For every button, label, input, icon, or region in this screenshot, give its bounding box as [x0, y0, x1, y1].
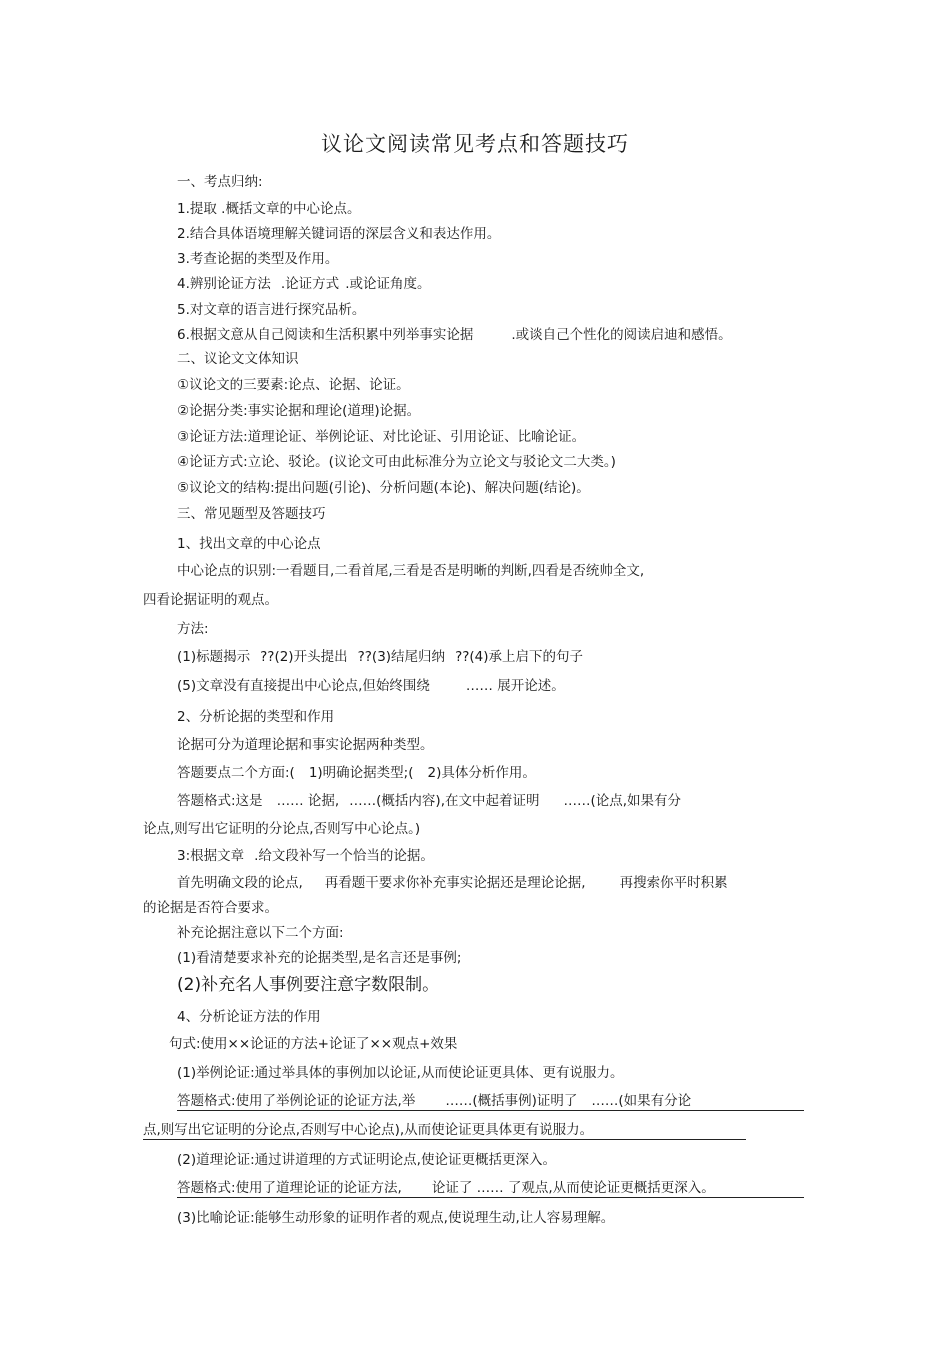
text-part: (5)文章没有直接提出中心论点,但始终围绕	[177, 678, 430, 694]
list-item: ③论证方法:道理论证、举例论证、对比论证、引用论证、比喻论证。	[177, 429, 586, 445]
subsection-heading: 2、分析论据的类型和作用	[177, 709, 335, 725]
list-item	[177, 326, 732, 344]
document-title: 议论文阅读常见考点和答题技巧	[321, 132, 629, 156]
paragraph-line: (1)举例论证:通过举具体的事例加以论证,从而使论证更具体、更有说服力。	[177, 1065, 624, 1081]
paragraph-line: 中心论点的识别:一看题目,二看首尾,三看是否是明晰的判断,四看是否统帅全文,	[177, 563, 645, 579]
text-part: ……(概括事例)证明了	[445, 1093, 578, 1109]
list-item-part: 4.辨别论证方法	[177, 276, 271, 292]
paragraph-line: 句式:使用××论证的方法+论证了××观点+效果	[169, 1036, 458, 1052]
text-part: 答题要点二个方面:(	[177, 765, 295, 781]
text-part: ……(论点,如果有分	[563, 793, 682, 809]
text-part: ??(2)开头提出	[260, 649, 348, 665]
text-part: …… 展开论述。	[465, 678, 565, 694]
underlined-line	[177, 1092, 804, 1111]
paragraph-line	[177, 648, 583, 666]
paragraph-line: (3)比喻论证:能够生动形象的证明作者的观点,使说理生动,让人容易理解。	[177, 1210, 615, 1226]
text-part: ……(如果有分论	[591, 1093, 692, 1109]
list-item: ⑤议论文的结构:提出问题(引论)、分析问题(本论)、解决问题(结论)。	[177, 480, 590, 496]
text-part: 1)明确论据类型;(	[308, 765, 414, 781]
paragraph-line: 补充论据注意以下二个方面:	[177, 925, 344, 941]
text-part: 首先明确文段的论点,	[177, 875, 303, 891]
text-part: ??(3)结尾归纳	[357, 649, 446, 665]
list-item: ①议论文的三要素:论点、论据、论证。	[177, 377, 410, 393]
text-part: 2)具体分析作用。	[427, 765, 536, 781]
text-part: 再看题干要求你补充事实论据还是理论论据,	[324, 875, 586, 891]
text-part: ??(4)承上启下的句子	[455, 649, 584, 665]
subsection-heading: 4、分析论证方法的作用	[177, 1009, 321, 1025]
paragraph-line: 的论据是否符合要求。	[143, 900, 278, 916]
paragraph-line	[177, 677, 565, 695]
paragraph-line: 四看论据证明的观点。	[143, 592, 278, 608]
text-part: (1)标题揭示	[177, 649, 251, 665]
list-item: 3.考查论据的类型及作用。	[177, 251, 339, 267]
list-item-part: .论证方式	[280, 276, 340, 292]
text-part: 答题格式:使用了举例论证的论证方法,举	[177, 1093, 416, 1109]
subsection-heading	[177, 847, 434, 865]
underlined-line: 点,则写出它证明的分论点,否则写中心论点),从而使论证更具体更有说服力。	[143, 1121, 746, 1140]
list-item: 1.提取 .概括文章的中心论点。	[177, 201, 361, 217]
list-item-part: 6.根据文意从自己阅读和生活积累中列举事实论据	[177, 327, 474, 343]
list-item: ④论证方式:立论、驳论。(议论文可由此标准分为立论文与驳论文二大类。)	[177, 454, 616, 470]
paragraph-line	[177, 792, 681, 810]
text-part: ……(概括内容),在文中起着证明	[349, 793, 540, 809]
list-item-part: .或论证角度。	[345, 276, 431, 292]
underlined-line	[177, 1179, 804, 1198]
paragraph-line	[177, 874, 728, 892]
text-part: 3:根据文章	[177, 848, 245, 864]
paragraph-line: (2)道理论证:通过讲道理的方式证明论点,使论证更概括更深入。	[177, 1152, 556, 1168]
text-part: 答题格式:使用了道理论证的论证方法,	[177, 1180, 402, 1196]
paragraph-line: 论点,则写出它证明的分论点,否则写中心论点。)	[143, 821, 421, 837]
section-heading: 三、常见题型及答题技巧	[177, 506, 326, 522]
list-item: 5.对文章的语言进行探究品析。	[177, 302, 366, 318]
text-part: .给文段补写一个恰当的论据。	[254, 848, 434, 864]
paragraph-line	[177, 764, 536, 782]
list-item-part: .或谈自己个性化的阅读启迪和感悟。	[511, 327, 732, 343]
section-heading: 一、考点归纳:	[177, 174, 263, 190]
section-heading: 二、议论文文体知识	[177, 351, 299, 367]
paragraph-line: 论据可分为道理论据和事实论据两种类型。	[177, 737, 434, 753]
text-part: 再搜索你平时积累	[619, 875, 728, 891]
text-part: …… 论据,	[276, 793, 340, 809]
list-item: ②论据分类:事实论据和理论(道理)论据。	[177, 403, 421, 419]
text-part: 论证了 …… 了观点,从而使论证更概括更深入。	[431, 1180, 715, 1196]
list-item: 2.结合具体语境理解关键词语的深层含义和表达作用。	[177, 226, 501, 242]
text-part: 答题格式:这是	[177, 793, 263, 809]
paragraph-line: (2)补充名人事例要注意字数限制。	[177, 975, 440, 995]
paragraph-line: 方法:	[177, 621, 209, 637]
list-item	[177, 275, 430, 293]
paragraph-line: (1)看清楚要求补充的论据类型,是名言还是事例;	[177, 950, 462, 966]
subsection-heading: 1、找出文章的中心论点	[177, 536, 321, 552]
